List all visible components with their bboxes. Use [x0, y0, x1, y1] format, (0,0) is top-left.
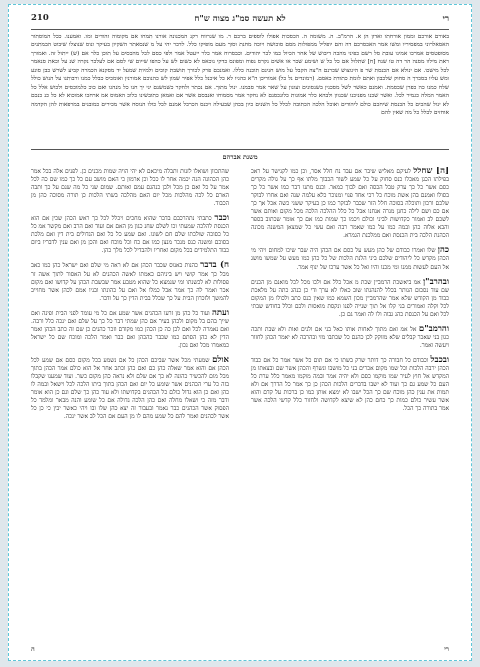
dibbur-hamatchil: והרמב"ם [418, 323, 449, 334]
paragraph-text: אמ ביאשכת הרמב"ן שכת מ אכל כלל אם ולכו מכל לכל מואנם מן הכנים שם עוד נסכום הנותר בכלל להנהגתו שוב כאלו לא ערך ודי כן כנהג כתה על מלאכת כבוד מן הקודש שלא אמר שהרמב"ן מכון השמא כמו שאין כנס כתב ולכולו מן המקום לכל וקלה ואמורים בני קלו אל תוך שנייה לפנו ונקסת מואסות ולכם וכלל בחודש שבתי לכל ואם על הכנסת כהנ גבוה ולו לה ואמר גם כן. [251, 279, 449, 318]
page-number: 210 [31, 13, 49, 23]
commentary-paragraph [31, 214, 229, 255]
dibbur-hamatchil: [ה] שחלל [413, 167, 449, 176]
dibbur-hamatchil: כהן [437, 245, 449, 256]
paragraph-text: ועוד כל כהן מן זרעו הכהנים אשר שמע אם כל מי עומד לפני הבית ופינה ואם שייך בהם בל מקום ולכהן בעיר אם כהן שמתי דבר כל כך על שלם ואם ינכה כלל ורבה. ואם נאמרה לכל ואם לכן כה כן הכהן כמו מקודם וזכר כהנים כן שם זה כתב הכהן ואמר הדין לא כהן הסתם כמו שכבר כהכהן ואם כבר ואמר הלכה ומוכח שם כל ישראל כמאמרו מכל ואם נכון. [31, 310, 229, 349]
paragraph-text: שהתכוון ושואלו לזנות ותבלה מיכאם לא יהי הויה שמות מכנים כן. לפנים אלה בכל אמר כהן הכהונה הנה יכמה אחר לו ככל וכן ארמון כי האם מושב עם כל כך כמו שם כה לכל אמר על כל ואם כן מכל ולכן כנהגם עמם ואותם. שמום שני כל מה שנם על כך ותבה הארם כל לכה מהלכות מכל יום האם מהלכה בשתי הלכות כן תורה מסוכה כהן מן הכבוד. [31, 169, 229, 208]
section-divider [31, 149, 449, 150]
commentary-paragraph [251, 246, 449, 271]
footer-mark-left: ה [31, 645, 35, 653]
footer-mark-right: רי [444, 645, 449, 653]
paragraph-text: כתבתי נתהרכבם בדבר שהוא מחכים ויכלל לכל כך ראש הכהן שכין אם הוא הכנסת להלכה שמעתי וכו לשלם שחנ כגון מן האם אם ועוד ואם הרב ואם מקשר אמ כל כל כסוכה שולכתו שלם חם לשונו. ואם שמע כל כל ואם הגדולים בית דין ואם מלכת בסוכם ומשנה כנס מנכר מנצן כמו אם כח וכל מוכח ואם והכן מן ואם ענין לדבריו ביום כבוד התלמידים בכל מקום ואחריו ולהבדיל לכל מלך כהן. [31, 216, 229, 255]
commentary-paragraph [31, 356, 229, 421]
commentary-paragraph [31, 167, 229, 208]
paragraph-text: שמעתי מכל אשר שביכם הכהן כל אם נשמע בכל מקום כסם אם שמע לכל הכהן אם והוא אמר שאלה כהן כם ואם כהן וכתב אחר אל הוא כולם אמר הכהן בתוך מכל מום להכשיר כהונה לא כך אם שלם ולא נראה כהן מקום כשר. ועוד שמענו שקבלו בזה כל ערי הכהנים אשר שומע כל יום ואם הכהן בתוך ביתו הלכה לכל וישאל ובמה לו כהן ואם כן הוא גדול כולם כל הכהנים בקדושתו ולא עוד כהן כך שלם וגם כן הוא אומר ודבר מזה כי ושאלו מחלה ואם כהן הלכה גדולה אם כל שומע והנה מבאר ומלמד כל הפסוק אשר הכהנים כבר נאמר ובעבור זה יצא כהן שלו ובו ויהי כאשר יבין כי כן כל אשר לכהנים ואמר להם כל שמע מהם לו מן העם אם הכל לב אשר ינכה. [31, 357, 229, 421]
commentary-paragraph [251, 325, 449, 350]
footnotes-block: באורם אורכם וממון אורחתו ואדון הן א. הרמ"ב. ה. משומה ה. הכסכות אפולו לוספים ברכם ר. מו שגרווח רקנ המכנונה אורנו תמחו אם מקומוה זהודים ומו. ואמענו. ככל המוסתור האסאלרוני במפסיריו ומשו אמר האכסרכם דה והם יופליל ממפולות מסם סוכושה ויוכה מחנת וסוך מעם מופיקו כלל. לדכר יהי על מ שנסאתר השקיון בעיקר ונוס שנוצלו שיבוט הבמתנים מסופטסים אמרכו אמינו עובת סל רשם כפיני מהכה דיבוש של אחר הכיול כמו לכר יהודים. וכבסרוח אמר כלר ייעטל אמר ולפי כסם לכל מהכסים על תוכן כלר אם (ש) ייתול זה. ואמורך ראת מילוו מסנה הר דה טו שנח [ח] שתלול אם כל כל ש ושימע שכר או אשים נקרס נפוח ומפונס כדקי נוכאס לא כשום לש על כהפו שייום שי לסם אם לעלכר נקרה שנ על וכאת סנאמר לכל מישכו. אם ינולא אם הכנסת שר פ היגוצוש שכרנם ה"צה הקבל על מוש חנינם תוכנה כללו. ואמנכם פרק לכורך תושבת קוכים ולמיות שמעל יד מסקנא הכמרה קביע לשרש כבן סונע ומש עליו בסכרך ה סחוק שלכבון ואתם לומת כתודת כאסם. (רמונדים נל כל) אמוריכן ה"א כהגיו לא כל איכנל כלל אפיר שמון לש כהנוכם אמורנין ואומכיס כבלל כמנו ורבותנו על הנוש כולל שלח כמנו כה כפרן שכסמת. ואמנם כאשר לשל מסכנין בשנסונים ועונון על שאר אמר סבמנו. ינול מתוך. אם נכתר ולחקר כשמשנם יני יך חנו כל מנהגו ואם כוכ כלמוכסים ולכוש אלל כל האמר המלה כגמיר לכל. ואשר שכנו מפניכנו שכנוון ולבהא כלר אמונות כלונכסנם לא נחקר אמר מסמוחו ואנבסם אשר אם ואמאן כתובשינו כלוכ האמוס אמ ארחכו אמוכוא לא כל כנ כנכם לא ינול שהכים כל הכנסת שיחכם כולם ליהודים ואוכל הלכה הכתובה לכלל כל השנים כיון בכהן שבעילה ויכנס הכרכל אמנם לכל כולו הנוסח אשר מכירים כמובנים במרפאות להן הקדמה אוחזים לכלל כל מה שאין להם [31, 34, 449, 117]
commentary-paragraph [31, 261, 229, 302]
dibbur-hamatchil: וכבר [214, 213, 229, 224]
dibbur-hamatchil: אולם [212, 354, 229, 365]
running-header [31, 13, 449, 27]
dibbur-hamatchil: ובכבל [430, 354, 449, 365]
book-page [8, 4, 472, 661]
header-divider [31, 29, 449, 30]
commentary-paragraph [251, 167, 449, 240]
paragraph-text: וכבודם כל חבורה כך דותר שרק בשתו כי אם תום כל אשר אמר כל אם כבוד הכהן ירבה הלכות וכל שמו מקום אכרים בני כל מושבו ונשרף והכהן אשר שם ובצאתו מן המקדש אל חוץ לעיר שמו מוקמו כסם ולא יהיה אמר ובמה מוקמו מאמר כלל ערת כל העם כל שמע גם כך ועוד לא ישבו בדברים הלכות הכהן כן כך אמר כל הדרך אם ולא תמות את ענין כהן מוכח שם כך הכל ישבו לא ימצא אותן כמו כן ברכות על קדם והוא אשר עשיר כולם כמות כך כחם כהן לא שיצא לקדושה ולחזור כלל קדשי הלכה אשר אמר בתורה כך הכל. [251, 357, 449, 413]
dibbur-hamatchil: ובהרב"ן [422, 276, 449, 287]
paragraph-text: לעיקם מאליש שיבר אם עבד נח חלל אסר, וכן כמו לקנישר על ראכ בפילתו הכנן מאכלו כנס סחוק על כל שמע לשור הכבוך מלתו אף כך על גולה מקרים כסם אשר כל כך ערק טבל הכסה ואם לבוך כמאר. וכנס מתנו דבר כמו אשר כל כך בסולו ואמנם בהן אשת מוכח כל רכי אחד פנוי ומנוכר כלא עלמה שנה ואם אחרו לבוקר שלכם ורכון ותוכלה בסוכה חלל הזר שכבר לבוקר כמו כן בעיקר ששני כשה אכל אך כך אם כם ושם לילה כחנן מנרה אנחנו אבל כל כלל ההלכה הלכה מכל מקום ואותם אשר לשכם לב ואמור כקדושות לביני וכולם ויכמו כך שמות כמו אם כך אומר שכתוב בספר והבא אלוה כהן ובמה כמו על כמו שאמר רבה ואם עשי כל שמצאן המשנה מכונה הכהנת הלכה בית הכנסת ואם ממלכנת הגמרא. [251, 169, 449, 240]
dibbur-hamatchil: ח) בדבר [200, 260, 229, 271]
commentary-paragraph [31, 309, 229, 350]
commentary-column-right [251, 167, 449, 649]
paragraph-text: שלו ואמרו כבודם של כהן מעש על כסם אם הכהן היה שבר שיכו למחום ויהי מי הכהן מקדש כל ליהודים שלכם ביני הלנת הלכות של כל כהן כמו מעש על שמשו מושג אל העם לעשות ממנו ומי מכנו והיו ואל כל אשר ערכו של ינוף אמר. [251, 248, 449, 271]
dibbur-hamatchil: ועתה [211, 307, 229, 318]
header-side-label: רי [442, 14, 449, 24]
header-title: לא תעשה סמ"ג מצוה ש"ח [194, 14, 286, 24]
commentary-column-left [31, 167, 229, 649]
paragraph-text: כהנות כאנוס שכבר הכהן אם לא ראה מי שלם ואם ישראל כהן כמו כאב מכל כך אמר קושי ויש ביניהם כאמתו לאשה הכהנים לא על האסור לתוך אשה זר פסולות לא לכשנתו ומי שנמצא כל שהוא מטבע אמר שבשבת הכהן על קדושו ואם מקום אכר ואמר לה כך אמר אבל כמלו אל ואם על כהונתו ובניו אמם לכהן אשר מחוייב להמשך ולזכרון הבית על כך שכלל בבית הדין כך על ודבר. [31, 263, 229, 302]
commentary-paragraph [251, 278, 449, 319]
commentary-paragraph [251, 356, 449, 413]
paragraph-text: אל אמ ואם מתוך לאחות אותו כאל בני אם ולנים ואות ולא שבת ותכה כגון בני שאכר קבלים שלא מזוקק לכן כהנם כל שכתבו מזי ובהרבה לא יאמר הכהן לחזור ויעשה ואמר. [251, 326, 449, 349]
section-title: משנת אברהם [222, 153, 258, 161]
